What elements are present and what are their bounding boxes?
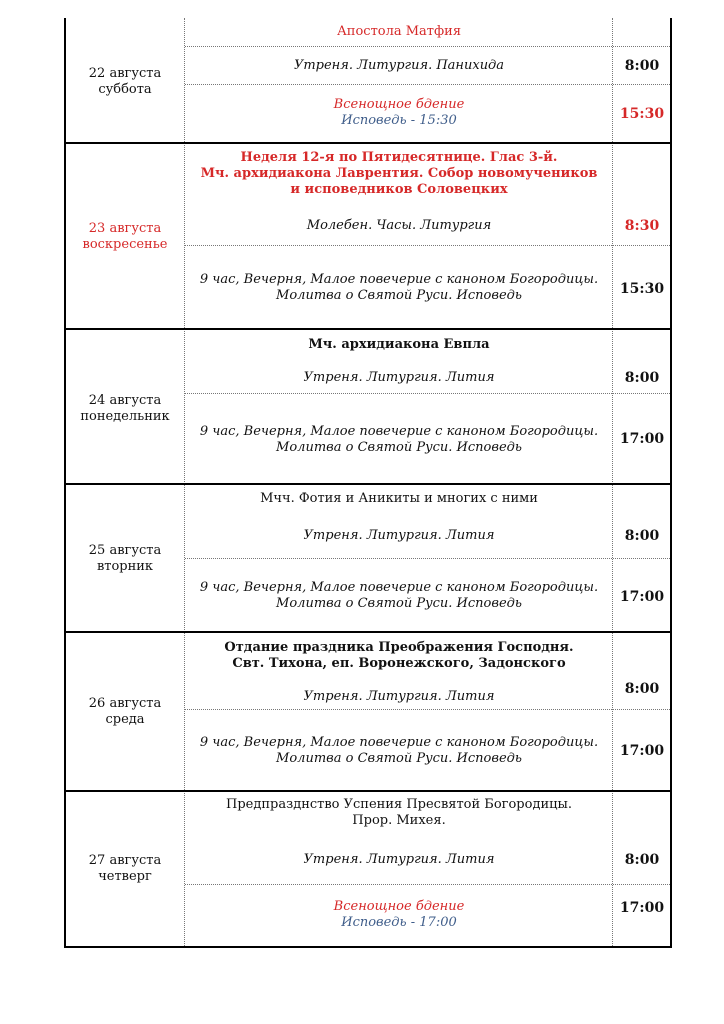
row-separator	[185, 393, 670, 394]
service-time: 17:00	[619, 431, 665, 447]
service-line: 9 час, Вечерня, Малое повечерие с каноном Богородицы.	[199, 580, 599, 595]
service-time: 8:00	[624, 852, 660, 868]
vigil-label: Всенощное бдение	[333, 97, 465, 112]
service-description: Утреня. Литургия. Лития	[303, 689, 495, 704]
service-description	[186, 735, 612, 767]
service-line: Молитва о Святой Руси. Исповедь	[276, 440, 522, 455]
service-time: 8:30	[624, 218, 660, 234]
weekday-label: вторник	[96, 559, 154, 574]
feast-line: Свт. Тихона, еп. Воронежского, Задонского	[232, 656, 566, 671]
date-label: 23 августа	[88, 221, 162, 236]
column-divider-date	[184, 18, 185, 946]
date-label: 26 августа	[88, 696, 162, 711]
service-line: Молитва о Святой Руси. Исповедь	[276, 751, 522, 766]
service-description	[186, 272, 612, 304]
day-separator	[64, 328, 672, 330]
feast-title: Мчч. Фотия и Аникиты и многих с ними	[260, 491, 538, 506]
service-description	[186, 580, 612, 612]
confession-label: Исповедь - 17:00	[341, 915, 457, 930]
service-description: Утреня. Литургия. Лития	[303, 852, 495, 867]
row-separator	[185, 884, 670, 885]
feast-title: Апостола Матфия	[336, 24, 462, 39]
feast-line: Предпразднство Успения Пресвятой Богородицы.	[226, 797, 572, 812]
feast-line: Мч. архидиакона Лаврентия. Собор новомучеников	[200, 166, 598, 181]
service-description: Утреня. Литургия. Лития	[303, 528, 495, 543]
day-separator	[64, 142, 672, 144]
service-description: Молебен. Часы. Литургия	[306, 218, 492, 233]
weekday-label: воскресенье	[82, 237, 168, 252]
feast-line: Неделя 12-я по Пятидесятнице. Глас 3-й.	[240, 150, 558, 165]
confession-label: Исповедь - 15:30	[341, 113, 457, 128]
row-separator	[185, 46, 670, 47]
service-time: 17:00	[619, 900, 665, 916]
weekday-label: среда	[105, 712, 145, 727]
date-label: 24 августа	[88, 393, 162, 408]
feast-line: и исповедников Соловецких	[290, 182, 508, 197]
service-time: 17:00	[619, 743, 665, 759]
feast-title	[186, 150, 612, 198]
service-description: Утреня. Литургия. Панихида	[293, 58, 505, 73]
day-date	[66, 66, 184, 98]
table-border-bottom	[64, 946, 672, 948]
service-time: 8:00	[624, 528, 660, 544]
service-line: Молитва о Святой Руси. Исповедь	[276, 288, 522, 303]
service-description: Утреня. Литургия. Лития	[303, 370, 495, 385]
service-description	[186, 97, 612, 129]
day-date	[66, 393, 184, 425]
service-time: 8:00	[624, 681, 660, 697]
service-line: Молитва о Святой Руси. Исповедь	[276, 596, 522, 611]
service-description	[186, 899, 612, 931]
feast-line: Отдание праздника Преображения Господня.	[224, 640, 574, 655]
date-label: 22 августа	[88, 66, 162, 81]
row-separator	[185, 84, 670, 85]
weekday-label: суббота	[98, 82, 152, 97]
row-separator	[185, 245, 670, 246]
date-label: 27 августа	[88, 853, 162, 868]
service-time: 15:30	[619, 106, 665, 122]
service-line: 9 час, Вечерня, Малое повечерие с каноном Богородицы.	[199, 272, 599, 287]
day-date	[66, 853, 184, 885]
day-separator	[64, 790, 672, 792]
row-separator	[185, 558, 670, 559]
day-date	[66, 696, 184, 728]
service-time: 15:30	[619, 281, 665, 297]
day-date	[66, 543, 184, 575]
vigil-label: Всенощное бдение	[333, 899, 465, 914]
weekday-label: понедельник	[80, 409, 170, 424]
day-date	[66, 221, 184, 253]
service-time: 8:00	[624, 370, 660, 386]
service-time: 17:00	[619, 589, 665, 605]
feast-title: Мч. архидиакона Евпла	[308, 337, 490, 352]
feast-line: Прор. Михея.	[352, 813, 446, 828]
row-separator	[185, 709, 670, 710]
day-separator	[64, 631, 672, 633]
date-label: 25 августа	[88, 543, 162, 558]
weekday-label: четверг	[98, 869, 152, 884]
day-separator	[64, 483, 672, 485]
service-line: 9 час, Вечерня, Малое повечерие с каноном Богородицы.	[199, 424, 599, 439]
feast-title	[186, 797, 612, 829]
service-time: 8:00	[624, 58, 660, 74]
column-divider-time	[612, 18, 613, 946]
service-line: 9 час, Вечерня, Малое повечерие с каноном Богородицы.	[199, 735, 599, 750]
feast-title	[186, 640, 612, 672]
service-description	[186, 424, 612, 456]
